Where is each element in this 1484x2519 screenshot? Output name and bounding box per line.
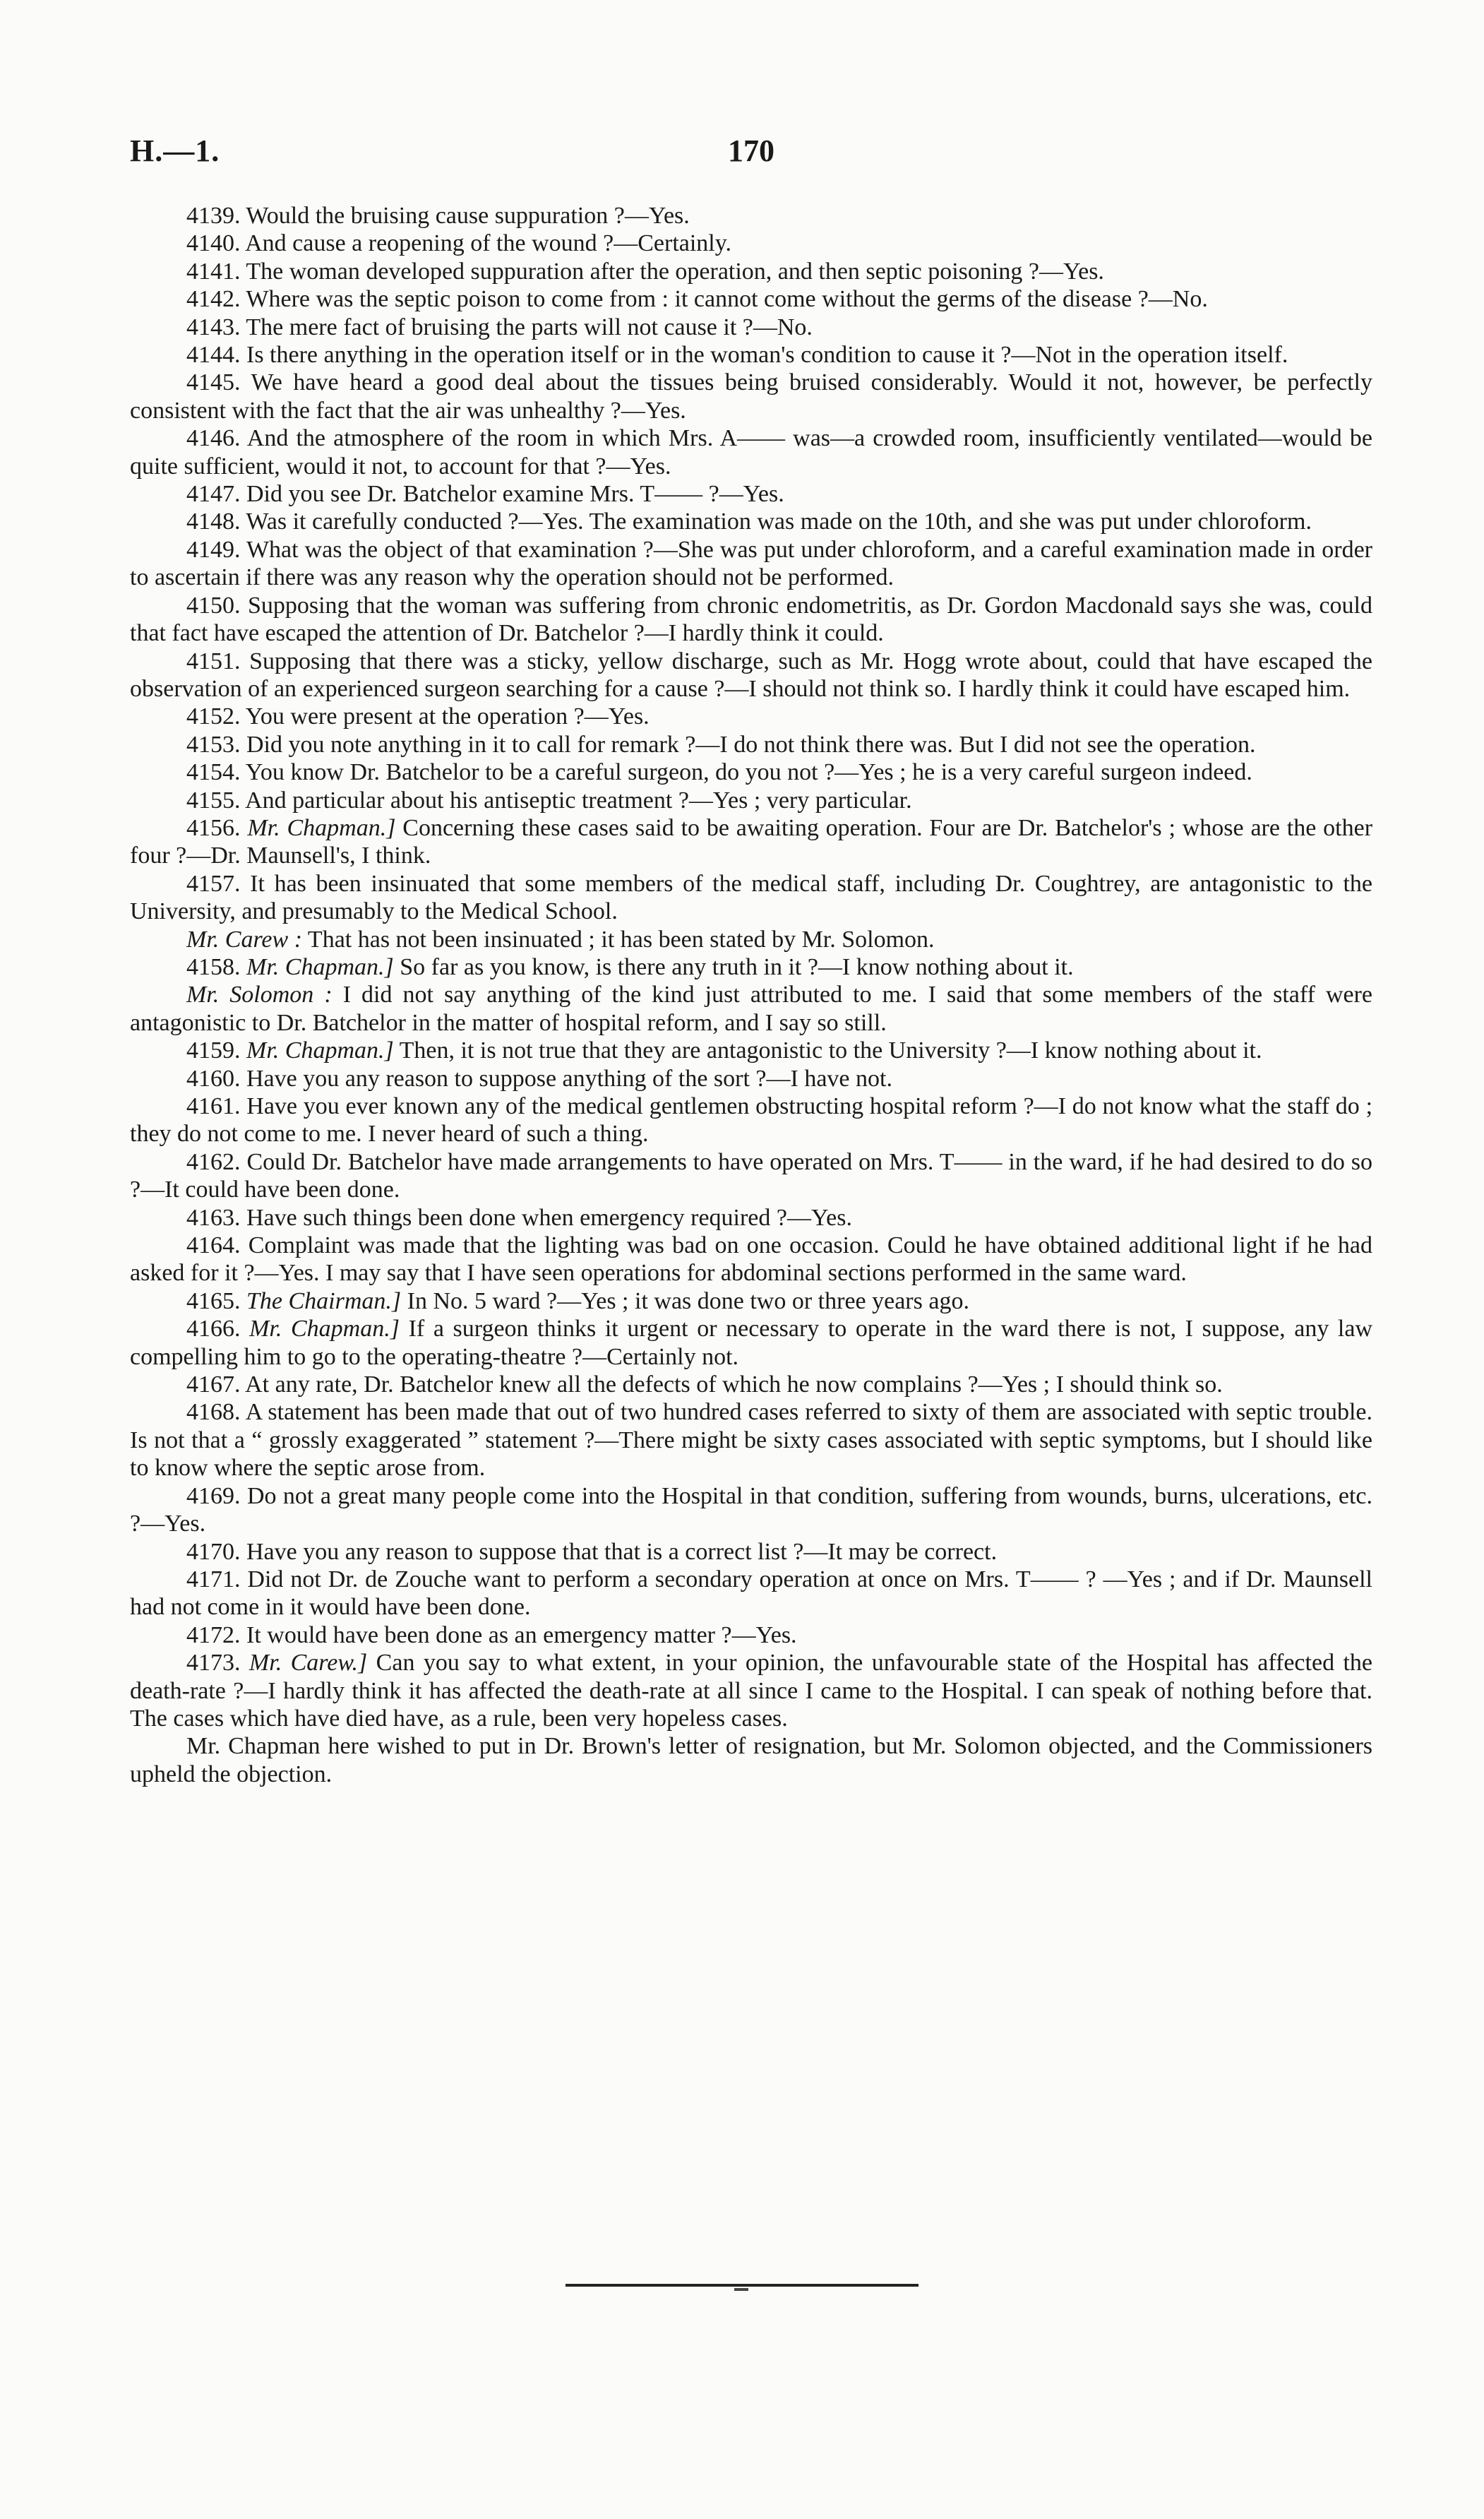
paragraph: [130, 1621, 1372, 1649]
paragraph: [130, 703, 1372, 730]
paragraph: [130, 258, 1372, 285]
speaker-name: Mr. Chapman.]: [246, 953, 394, 980]
paragraph: [130, 341, 1372, 369]
paragraph-text: Have such things been done when emergency required ?—Yes.: [246, 1204, 852, 1231]
paragraph-text: In No. 5 ward ?—Yes ; it was done two or three years ago.: [407, 1287, 969, 1314]
question-number: 4158.: [186, 953, 241, 980]
question-number: 4161.: [186, 1093, 241, 1119]
question-number: 4142.: [186, 286, 241, 313]
question-number: 4173.: [186, 1650, 241, 1677]
paragraph: [130, 787, 1372, 814]
paragraph-text: Supposing that the woman was suffering from chronic endometritis, as Dr. Gordon Macdonald says she was, could that fact have escaped the attention of Dr. Batchelor ?—I hardly think it could.: [130, 592, 1373, 647]
paragraph: [130, 1037, 1372, 1064]
question-number: 4153.: [186, 731, 241, 758]
speaker-name: Mr. Carew.]: [249, 1650, 368, 1677]
question-number: 4139.: [186, 203, 241, 229]
question-number: 4163.: [186, 1204, 241, 1231]
paragraph: [130, 1065, 1372, 1092]
question-number: 4151.: [186, 648, 241, 674]
paragraph-text: Did not Dr. de Zouche want to perform a secondary operation at once on Mrs. T—— ? —Yes ; and if Dr. Maunsell had not come in it would have been done.: [130, 1566, 1373, 1621]
paragraph-text: And cause a reopening of the wound ?—Certainly.: [245, 230, 732, 257]
paragraph: [130, 369, 1372, 424]
question-number: 4171.: [186, 1566, 241, 1592]
paragraph-text: Do not a great many people come into the Hospital in that condition, suffering from wounds, burns, ulcerations, etc. ?—Yes.: [130, 1482, 1372, 1537]
question-number: 4154.: [186, 759, 241, 786]
paragraph: [130, 814, 1372, 870]
question-number: 4169.: [186, 1482, 241, 1509]
paragraph: [130, 202, 1372, 230]
paragraph-text: Have you ever known any of the medical gentlemen obstructing hospital reform ?—I do not know what the staff do ; they do not come to me. I never heard of such a thing.: [130, 1093, 1373, 1148]
paragraph-text: That has not been insinuated ; it has been stated by Mr. Solomon.: [307, 926, 935, 953]
paragraph: [130, 1649, 1372, 1732]
paragraph: [130, 1538, 1372, 1566]
paragraph-text: At any rate, Dr. Batchelor knew all the defects of which he now complains ?—Yes ; I should think so.: [245, 1371, 1223, 1398]
question-number: 4143.: [186, 314, 241, 340]
paragraph-text: We have heard a good deal about the tissues being bruised considerably. Would it not, however, be perfectly consistent with the fact that the air was unhealthy ?—Yes.: [130, 369, 1373, 424]
paragraph-text: The woman developed suppuration after the operation, and then septic poisoning ?—Yes.: [246, 258, 1104, 285]
question-number: 4146.: [186, 425, 241, 452]
paragraph: [130, 1148, 1372, 1204]
question-number: 4148.: [186, 508, 241, 535]
question-number: 4144.: [186, 342, 241, 369]
paragraph-text: Was it carefully conducted ?—Yes. The examination was made on the 10th, and she was put under chloroform.: [246, 508, 1312, 535]
question-number: 4165.: [186, 1287, 241, 1314]
question-number: 4168.: [186, 1399, 241, 1426]
paragraph-text: Then, it is not true that they are antagonistic to the University ?—I know nothing about it.: [399, 1037, 1262, 1064]
question-number: 4155.: [186, 787, 241, 814]
paragraph: [130, 480, 1372, 508]
paragraph-text: Did you note anything in it to call for remark ?—I do not think there was. But I did not see the operation.: [246, 731, 1256, 758]
paragraph-text: And particular about his antiseptic treatment ?—Yes ; very particular.: [245, 787, 912, 814]
paragraph-text: And the atmosphere of the room in which Mrs. A—— was—a crowded room, insufficiently ventilated—would be quite sufficient, would it not, to account for that ?—Yes.: [130, 425, 1373, 480]
speaker-name: The Chairman.]: [246, 1287, 402, 1314]
paragraph-text: You know Dr. Batchelor to be a careful surgeon, do you not ?—Yes ; he is a very careful surgeon indeed.: [245, 759, 1252, 786]
paragraph: [130, 1566, 1372, 1621]
question-number: 4145.: [186, 369, 241, 396]
paragraph-text: So far as you know, is there any truth in it ?—I know nothing about it.: [400, 953, 1074, 980]
paragraph-text: You were present at the operation ?—Yes.: [245, 703, 650, 730]
page-header: [130, 133, 1372, 175]
question-number: 4162.: [186, 1148, 241, 1175]
paragraph: [130, 424, 1372, 480]
paragraph-text: If a surgeon thinks it urgent or necessary to operate in the ward there is not, I suppose, any law compelling him to go to the operating-theatre ?—Certainly not.: [130, 1316, 1373, 1370]
question-number: 4140.: [186, 230, 241, 257]
paragraph: [130, 926, 1372, 953]
question-number: 4159.: [186, 1037, 241, 1064]
paragraph-text: Where was the septic poison to come from : it cannot come without the germs of the disease ?—No.: [246, 286, 1208, 313]
paragraph: [130, 1232, 1372, 1287]
paragraph: [130, 1732, 1372, 1788]
paragraph: [130, 285, 1372, 313]
paragraph: [130, 1315, 1372, 1371]
question-number: 4141.: [186, 258, 241, 285]
speaker-name: Mr. Chapman.]: [246, 1037, 394, 1064]
paragraph: [130, 1287, 1372, 1315]
paragraph-text: Concerning these cases said to be awaiting operation. Four are Dr. Batchelor's ; whose are the other four ?—Dr. Maunsell's, I think.: [130, 814, 1373, 869]
question-number: 4166.: [186, 1316, 241, 1342]
paragraph: [130, 508, 1372, 535]
closing-rule: [566, 2284, 918, 2287]
question-number: 4172.: [186, 1621, 241, 1648]
paragraph-text: Have you any reason to suppose that that is a correct list ?—It may be correct.: [246, 1538, 998, 1565]
speaker-name: Mr. Carew :: [186, 926, 303, 953]
speaker-name: Mr. Chapman.]: [249, 1316, 400, 1342]
paragraph-text: Can you say to what extent, in your opinion, the unfavourable state of the Hospital has affected the death-rate ?—I hardly think it has affected the death-rate at all since I came to the Hospital. I can speak of nothing before that. The cases which have died have, as a rule, been very hopeless cases.: [130, 1650, 1373, 1732]
page-number: 170: [728, 133, 774, 168]
paragraph-text: The mere fact of bruising the parts will not cause it ?—No.: [246, 314, 813, 340]
paragraph: [130, 1371, 1372, 1398]
paragraph-text: Is there anything in the operation itself or in the woman's condition to cause it ?—Not in the operation itself.: [246, 342, 1288, 369]
question-number: 4152.: [186, 703, 241, 730]
question-number: 4156.: [186, 814, 241, 841]
paragraph-text: A statement has been made that out of two hundred cases referred to sixty of them are associated with septic trouble. Is not that a “ grossly exaggerated ” statement ?—There might be sixty cases associated with septic symptoms, but I should like to know where the septic arose from.: [130, 1399, 1373, 1482]
paragraph: [130, 314, 1372, 341]
paragraph-text: I did not say anything of the kind just attributed to me. I said that some members of the staff were antagonistic to Dr. Batchelor in the matter of hospital reform, and I say so still.: [130, 982, 1373, 1036]
question-number: 4149.: [186, 536, 241, 563]
paragraph: [130, 536, 1372, 592]
paragraph-text: Did you see Dr. Batchelor examine Mrs. T—— ?—Yes.: [246, 481, 784, 508]
paragraph: [130, 953, 1372, 981]
body-text: [130, 202, 1372, 1788]
paragraph: [130, 870, 1372, 926]
paragraph: [130, 981, 1372, 1037]
paragraph-text: What was the object of that examination ?—She was put under chloroform, and a careful examination made in order to ascertain if there was any reason why the operation should not be performed.: [130, 536, 1372, 591]
paragraph: [130, 758, 1372, 786]
paragraph-text: Would the bruising cause suppuration ?—Yes.: [246, 203, 690, 229]
paragraph-text: Mr. Chapman here wished to put in Dr. Brown's letter of resignation, but Mr. Solomon objected, and the Commissioners upheld the objection.: [130, 1733, 1372, 1787]
paragraph: [130, 230, 1372, 257]
question-number: 4160.: [186, 1065, 241, 1092]
closing-rule-mark: [734, 2288, 748, 2291]
paragraph: [130, 1204, 1372, 1232]
paragraph-text: Have you any reason to suppose anything of the sort ?—I have not.: [246, 1065, 892, 1092]
paragraph-text: Complaint was made that the lighting was bad on one occasion. Could he have obtained additional light if he had asked for it ?—Yes. I may say that I have seen operations for abdominal sections performed in the same ward.: [130, 1232, 1372, 1287]
document-reference: H.—1.: [130, 133, 220, 168]
question-number: 4157.: [186, 870, 241, 897]
question-number: 4164.: [186, 1232, 241, 1259]
paragraph-text: Supposing that there was a sticky, yellow discharge, such as Mr. Hogg wrote about, could that have escaped the observation of an experienced surgeon searching for a cause ?—I should not think so. I hardly think it could have escaped him.: [130, 648, 1372, 702]
speaker-name: Mr. Chapman.]: [247, 814, 396, 841]
speaker-name: Mr. Solomon :: [186, 982, 333, 1008]
question-number: 4150.: [186, 592, 241, 619]
paragraph: [130, 731, 1372, 758]
paragraph-text: It would have been done as an emergency matter ?—Yes.: [246, 1621, 797, 1648]
question-number: 4147.: [186, 481, 241, 508]
paragraph: [130, 1092, 1372, 1148]
question-number: 4170.: [186, 1538, 241, 1565]
paragraph: [130, 592, 1372, 648]
question-number: 4167.: [186, 1371, 241, 1398]
paragraph-text: It has been insinuated that some members of the medical staff, including Dr. Coughtrey, are antagonistic to the University, and presumably to the Medical School.: [130, 870, 1372, 925]
paragraph: [130, 1398, 1372, 1482]
paragraph: [130, 1482, 1372, 1538]
paragraph: [130, 648, 1372, 703]
paragraph-text: Could Dr. Batchelor have made arrangements to have operated on Mrs. T—— in the ward, if he had desired to do so ?—It could have been done.: [130, 1148, 1372, 1203]
